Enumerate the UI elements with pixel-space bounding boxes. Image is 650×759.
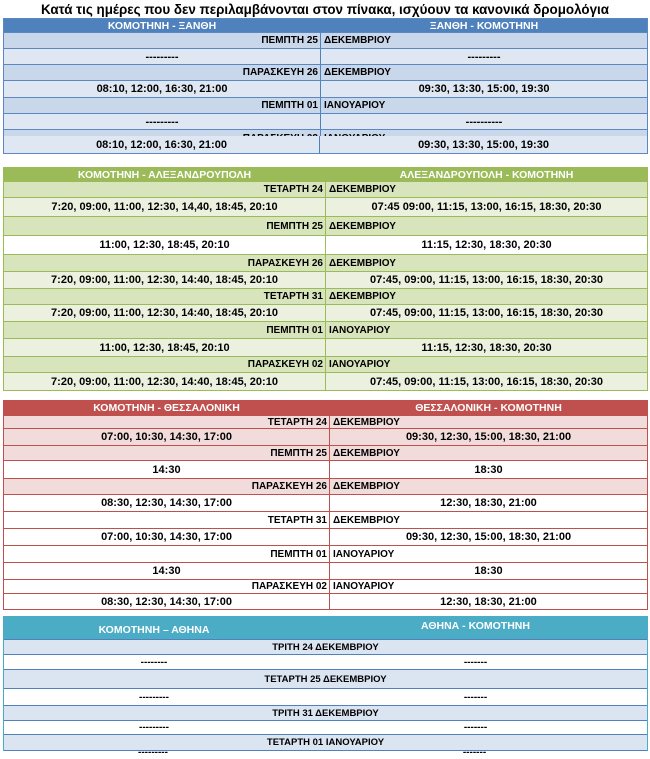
- times-row: [4, 339, 647, 357]
- schedule-table-komotini-athina-last: [3, 746, 648, 759]
- times-row: [4, 594, 647, 609]
- date-day: ΠΕΜΠΤΗ 01: [4, 98, 321, 113]
- header-alexandroupoli-komotini: ΑΛΕΞΑΝΔΡΟΥΠΟΛΗ - ΚΟΜΟΤΗΝΗ: [399, 168, 574, 181]
- times-return: 18:30: [474, 463, 503, 476]
- times-row: [4, 272, 647, 289]
- times-outbound: ---------: [4, 114, 321, 129]
- date-row: [4, 357, 647, 373]
- date-day: ΠΕΜΠΤΗ 25: [4, 33, 321, 48]
- date-full: ΤΕΤΑΡΤΗ 01 ΙΑΝΟΥΑΡΙΟΥ: [266, 737, 385, 748]
- date-row: [4, 446, 647, 461]
- date-row: [4, 289, 647, 305]
- date-full: ΤΡΙΤΗ 31 ΔΕΚΕΜΒΡΙΟΥ: [272, 707, 379, 719]
- date-row: [4, 65, 647, 81]
- date-month: ΔΕΚΕΜΒΡΙΟΥ: [333, 514, 400, 526]
- table-header-row: [4, 19, 647, 33]
- times-row: [4, 373, 647, 390]
- times-row: [4, 81, 647, 98]
- times-return: ---------: [467, 50, 501, 63]
- times-outbound: 11:00, 12:30, 18:45, 20:10: [4, 236, 326, 254]
- times-outbound: 14:30: [4, 461, 330, 478]
- date-month: ΔΕΚΕΜΒΡΙΟΥ: [329, 257, 396, 269]
- times-return: 09:30, 12:30, 15:00, 18:30, 21:00: [405, 531, 572, 543]
- times-return: ----------: [465, 115, 503, 128]
- times-return: -------: [463, 722, 488, 733]
- page-title: Κατά τις ημέρες που δεν περιλαμβάνονται στον πίνακα, ισχύουν τα κανονικά δρομολόγια: [41, 2, 609, 17]
- date-month: ΔΕΚΕΜΒΡΙΟΥ: [324, 35, 391, 46]
- date-row: [4, 217, 647, 236]
- schedule-table-komotini-xanthi-last: [3, 136, 648, 154]
- times-return: 09:30, 13:30, 15:00, 19:30: [418, 83, 550, 95]
- date-row: [4, 580, 647, 594]
- table-header-row: [4, 401, 647, 416]
- date-row: [4, 546, 647, 563]
- date-month: ΔΕΚΕΜΒΡΙΟΥ: [329, 291, 396, 302]
- date-month: ΔΕΚΕΜΒΡΙΟΥ: [333, 447, 400, 459]
- times-row: [4, 495, 647, 512]
- date-month: ΔΕΚΕΜΒΡΙΟΥ: [329, 184, 396, 195]
- date-day: ΤΕΤΑΡΤΗ 31: [4, 512, 330, 528]
- date-day: ΠΑΡΑΣΚΕΥΗ 26: [4, 65, 321, 80]
- date-month: ΙΑΝΟΥΑΡΙΟΥ: [324, 100, 386, 111]
- times-row: [4, 236, 647, 255]
- schedule-table-komotini-athina: [3, 616, 648, 751]
- date-row: [4, 322, 647, 339]
- date-row: [4, 706, 647, 721]
- date-day: ΤΕΤΑΡΤΗ 24: [4, 182, 326, 197]
- date-full: ΤΡΙΤΗ 24 ΔΕΚΕΜΒΡΙΟΥ: [272, 641, 379, 653]
- times-row: [4, 529, 647, 546]
- date-day: ΠΑΡΑΣΚΕΥΗ 26: [4, 479, 330, 494]
- times-return: 09:30, 13:30, 15:00, 19:30: [418, 138, 549, 151]
- date-month: ΙΑΝΟΥΑΡΙΟΥ: [333, 548, 395, 560]
- date-month: ΔΕΚΕΜΒΡΙΟΥ: [324, 67, 391, 78]
- times-outbound: 07:00, 10:30, 14:30, 17:00: [4, 529, 330, 545]
- schedule-table-komotini-alexandroupoli: [3, 167, 648, 391]
- times-return: 07:45, 09:00, 11:15, 13:00, 16:15, 18:30, 20:30: [369, 274, 603, 286]
- date-row: [4, 33, 647, 49]
- times-row: [4, 114, 647, 130]
- times-outbound: ---------: [139, 691, 169, 703]
- times-outbound: 11:00, 12:30, 18:45, 20:10: [4, 339, 326, 356]
- times-return: 11:15, 12:30, 18:30, 20:30: [421, 341, 552, 354]
- times-outbound: 08:30, 12:30, 14:30, 17:00: [4, 495, 330, 511]
- date-day: ΠΕΜΠΤΗ 01: [4, 322, 326, 338]
- date-row: [4, 98, 647, 114]
- date-month: ΙΑΝΟΥΑΡΙΟΥ: [329, 359, 391, 370]
- times-return: -------: [463, 656, 488, 668]
- date-day: ΤΕΤΑΡΤΗ 24: [4, 416, 330, 428]
- times-row: [3, 746, 648, 758]
- times-outbound: ---------: [139, 722, 169, 733]
- times-row: [4, 305, 647, 322]
- header-komotini-alexandroupoli: ΚΟΜΟΤΗΝΗ - ΑΛΕΞΑΝΔΡΟΥΠΟΛΗ: [4, 168, 326, 181]
- date-month: ΙΑΝΟΥΑΡΙΟΥ: [333, 581, 395, 592]
- times-return: 18:30: [474, 565, 503, 577]
- date-row: [4, 255, 647, 272]
- header-komotini-athina: ΚΟΜΟΤΗΝΗ – ΑΘΗΝΑ: [98, 624, 210, 636]
- times-row: [4, 136, 647, 153]
- times-outbound: 7:20, 09:00, 11:00, 12:30, 14:40, 18:45, 20:10: [4, 305, 326, 321]
- date-day: ΠΑΡΑΣΚΕΥΗ 02: [4, 580, 330, 593]
- date-day: ΠΕΜΠΤΗ 25: [4, 217, 326, 235]
- header-komotini-xanthi: ΚΟΜΟΤΗΝΗ - ΞΑΝΘΗ: [4, 19, 321, 32]
- times-outbound: 7:20, 09:00, 11:00, 12:30, 14:40, 18:45, 20:10: [4, 272, 326, 288]
- date-month: ΙΑΝΟΥΑΡΙΟΥ: [329, 324, 391, 336]
- times-outbound: 08:10, 12:00, 16:30, 21:00: [4, 136, 320, 153]
- times-row: [4, 689, 647, 706]
- times-return: 12:30, 18:30, 21:00: [440, 497, 537, 509]
- times-row: [4, 721, 647, 735]
- times-return: 07:45 09:00, 11:15, 13:00, 16:15, 18:30, 20:30: [371, 201, 602, 213]
- table-header-row: [4, 168, 647, 182]
- times-return: 07:45, 09:00, 11:15, 13:00, 16:15, 18:30, 20:30: [369, 307, 603, 319]
- times-row: [4, 563, 647, 580]
- times-row: [4, 429, 647, 446]
- times-return: 07:45, 09:00, 11:15, 13:00, 16:15, 18:30, 20:30: [369, 375, 603, 388]
- header-athina-komotini: ΑΘΗΝΑ - ΚΟΜΟΤΗΝΗ: [421, 620, 530, 632]
- date-row: [4, 512, 647, 529]
- date-day: ΠΕΜΠΤΗ 25: [4, 446, 330, 460]
- date-day: ΠΑΡΑΣΚΕΥΗ 26: [4, 255, 326, 271]
- times-row: [4, 49, 647, 65]
- date-day: ΠΑΡΑΣΚΕΥΗ 02: [4, 357, 326, 372]
- header-thessaloniki-komotini: ΘΕΣΣΑΛΟΝΙΚΗ - ΚΟΜΟΤΗΝΗ: [415, 402, 562, 414]
- date-day: ΠΕΜΠΤΗ 01: [4, 546, 330, 562]
- header-xanthi-komotini: ΞΑΝΘΗ - ΚΟΜΟΤΗΝΗ: [429, 19, 539, 32]
- times-return: -------: [463, 691, 488, 703]
- date-row: [4, 640, 647, 655]
- schedule-table-komotini-xanthi: [3, 18, 648, 154]
- times-outbound: 08:10, 12:00, 16:30, 21:00: [4, 81, 321, 97]
- header-komotini-thessaloniki: ΚΟΜΟΤΗΝΗ - ΘΕΣΣΑΛΟΝΙΚΗ: [4, 401, 330, 415]
- date-row: [4, 182, 647, 198]
- times-outbound: 07:00, 10:30, 14:30, 17:00: [4, 429, 330, 445]
- times-row: [4, 461, 647, 479]
- times-return: 11:15, 12:30, 18:30, 20:30: [421, 239, 552, 251]
- times-return: 09:30, 12:30, 15:00, 18:30, 21:00: [405, 431, 572, 443]
- times-outbound: --------: [140, 656, 168, 668]
- times-outbound: ---------: [4, 49, 321, 64]
- date-month: ΔΕΚΕΜΒΡΙΟΥ: [329, 220, 396, 232]
- times-outbound: 7:20, 09:00, 11:00, 12:30, 14,40, 18:45, 20:10: [4, 198, 326, 216]
- date-row: [4, 416, 647, 429]
- table-header-row: [4, 617, 647, 640]
- times-outbound: 14:30: [4, 563, 330, 579]
- date-day: ΤΕΤΑΡΤΗ 31: [4, 289, 326, 304]
- times-return: -------: [462, 746, 487, 758]
- times-row: [4, 655, 647, 670]
- times-outbound: ---------: [138, 746, 168, 758]
- date-month: ΔΕΚΕΜΒΡΙΟΥ: [333, 416, 400, 428]
- date-row: [4, 670, 647, 689]
- date-row: [4, 479, 647, 495]
- date-month: ΔΕΚΕΜΒΡΙΟΥ: [333, 481, 400, 492]
- times-outbound: 08:30, 12:30, 14:30, 17:00: [4, 594, 330, 609]
- times-return: 12:30, 18:30, 21:00: [440, 595, 537, 608]
- times-outbound: 7:20, 09:00, 11:00, 12:30, 14:40, 18:45, 20:10: [4, 373, 326, 390]
- date-full: ΤΕΤΑΡΤΗ 25 ΔΕΚΕΜΒΡΙΟΥ: [264, 673, 387, 685]
- schedule-table-komotini-thessaloniki: [3, 400, 648, 610]
- times-row: [4, 198, 647, 217]
